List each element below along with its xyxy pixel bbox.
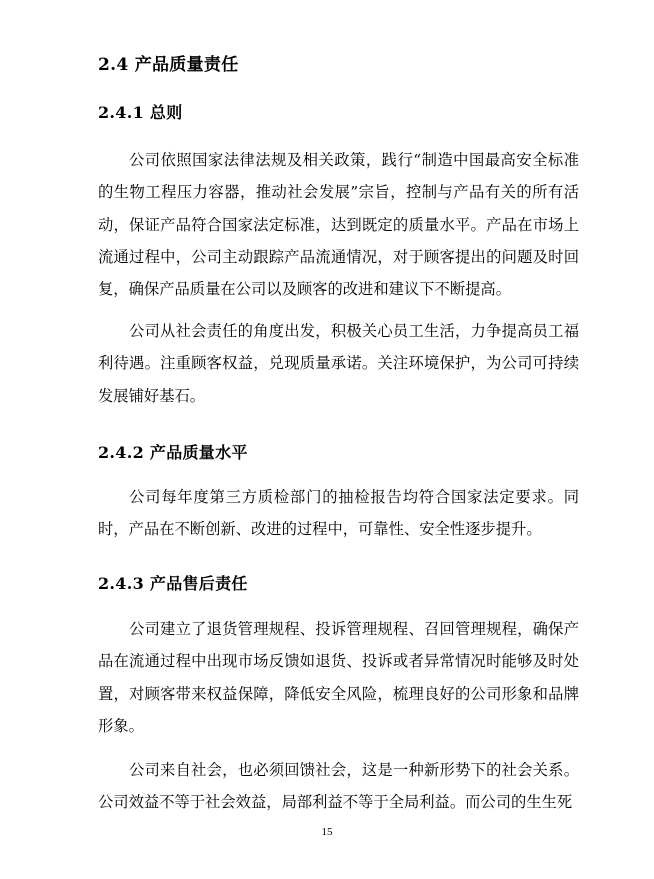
section-heading: 2.4 产品质量责任 [98, 55, 239, 75]
paragraph-quality-level: 公司每年度第三方质检部门的抽检报告均符合国家法定要求。同时，产品在不断创新、改进的过程中，可靠性、安全性逐步提升。 [98, 488, 579, 539]
subsection-heading-quality-level: 2.4.2 产品质量水平 [98, 443, 248, 462]
subsection-heading-after-sales: 2.4.3 产品售后责任 [98, 574, 248, 593]
paragraph-general-1: 公司依照国家法律法规及相关政策，践行“制造中国最高安全标准的生物工程压力容器，推动社会发展”宗旨，控制与产品有关的所有活动，保证产品符合国家法定标准，达到既定的质量水平。产品在市场上流通过程中，公司主动跟踪产品流通情况，对于顾客提出的问题及时回复，确保产品质量在公司以及顾客的改进和建议下不断提高。 [98, 151, 579, 299]
paragraph-after-sales-2: 公司来自社会，也必须回馈社会，这是一种新形势下的社会关系。公司效益不等于社会效益，局部利益不等于全局利益。而公司的生生死 [98, 761, 579, 812]
paragraph-after-sales-1: 公司建立了退货管理规程、投诉管理规程、召回管理规程，确保产品在流通过程中出现市场反馈如退货、投诉或者异常情况时能够及时处置，对顾客带来权益保障，降低安全风险，梳理良好的公司形象和品牌形象。 [98, 620, 579, 735]
paragraph-general-2: 公司从社会责任的角度出发，积极关心员工生活，力争提高员工福利待遇。注重顾客权益，兑现质量承诺。关注环境保护，为公司可持续发展铺好基石。 [98, 322, 579, 405]
subsection-heading-general: 2.4.1 总则 [98, 103, 183, 122]
page-number: 15 [321, 826, 333, 838]
